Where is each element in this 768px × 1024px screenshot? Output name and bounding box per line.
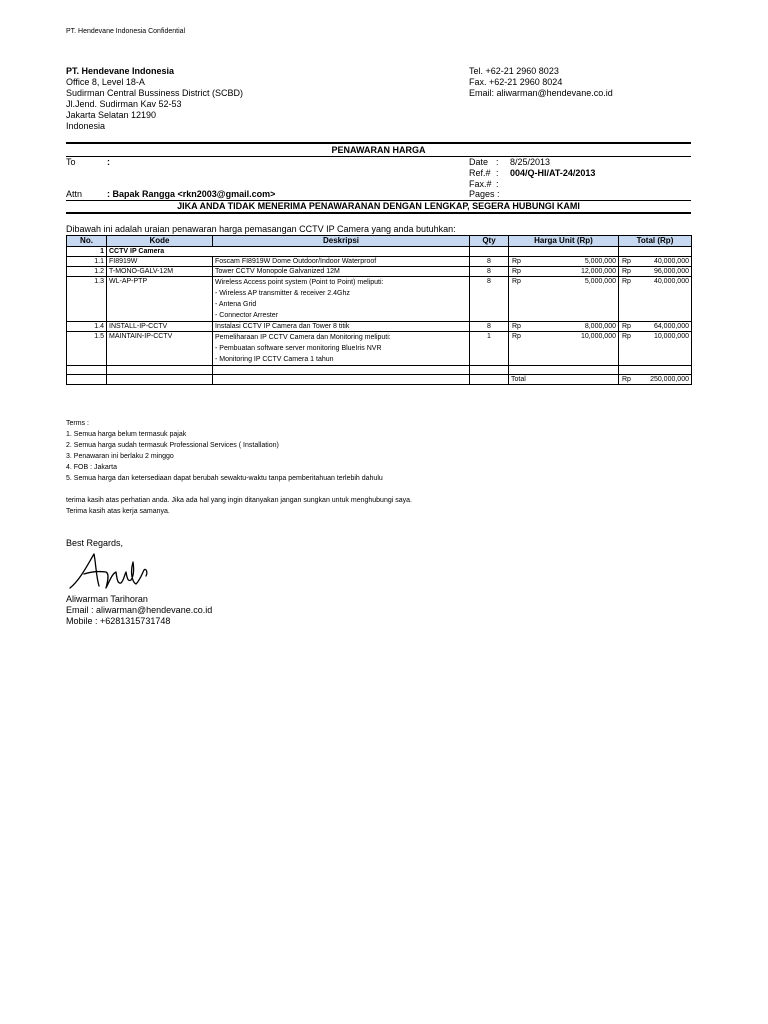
currency-label: Rp [512,268,521,275]
date-label: Date [469,157,489,167]
date-colon: : [496,157,499,167]
col-header-deskripsi: Deskripsi [213,236,470,247]
currency-label: Rp [622,333,631,340]
doc-title: PENAWARAN HARGA [331,145,426,155]
term-item: 5. Semua harga dan ketersediaan dapat berubah sewaktu-waktu tanpa pemberitahuan terlebih dahulu [66,475,383,482]
company-name: PT. Hendevane Indonesia [66,66,175,76]
company-tel: Tel. +62-21 2960 8023 [469,66,559,76]
total-value: 10,000,000 [653,333,689,340]
empty-cell [107,366,213,375]
currency-label: Rp [622,376,631,383]
empty-cell [470,366,509,375]
intro-text: Dibawah ini adalah uraian penawaran harga pemasangan CCTV IP Camera yang anda butuhkan: [66,224,456,234]
row-no: 1.2 [67,267,107,277]
signature-image [66,550,156,592]
row-desc: Foscam FI8919W Dome Outdoor/Indoor Waterproof [213,257,470,267]
row-total [619,277,692,322]
currency-label: Rp [622,278,631,285]
quote-table [66,235,692,385]
row-desc [213,277,470,322]
notice-rule-bottom [66,212,691,214]
currency-label: Rp [622,268,631,275]
term-item: 1. Semua harga belum termasuk pajak [66,431,187,438]
row-unit-price [509,257,619,267]
ref-value: 004/Q-HI/AT-24/2013 [510,168,596,178]
empty-cell [107,375,213,385]
row-total [619,267,692,277]
row-no: 1.4 [67,322,107,332]
row-kode: T-MONO-GALV-12M [107,267,213,277]
table-row [67,267,692,277]
row-qty: 8 [470,322,509,332]
row-desc: Tower CCTV Monopole Galvanized 12M [213,267,470,277]
best-regards: Best Regards, [66,538,124,548]
table-row [67,277,692,322]
empty-cell [67,366,107,375]
row-total [619,322,692,332]
row-no: 1.3 [67,277,107,322]
row-kode: MAINTAIN-IP-CCTV [107,332,213,366]
total-label: Total [509,375,619,385]
address-line-4: Jakarta Selatan 12190 [66,110,157,120]
empty-cell [619,247,692,257]
row-qty: 8 [470,277,509,322]
signer-email: Email : aliwarman@hendevane.co.id [66,605,213,615]
attn-label: Attn [66,189,83,199]
signer-name: Aliwarman Tarihoran [66,594,148,604]
desc-line: - Monitoring IP CCTV Camera 1 tahun [215,356,334,363]
col-header-total: Total (Rp) [619,236,692,247]
closing-line-1: terima kasih atas perhatian anda. Jika ada hal yang ingin ditanyakan jangan sungkan untuk menghubungi saya. [66,497,412,504]
ref-label: Ref.# [469,168,491,178]
currency-label: Rp [512,323,521,330]
row-qty: 1 [470,332,509,366]
row-kode: INSTALL-IP-CCTV [107,322,213,332]
row-unit-price [509,322,619,332]
fax-colon: : [496,179,499,189]
row-unit-price [509,277,619,322]
total-value: 96,000,000 [653,268,689,275]
desc-line: - Antena Grid [215,301,257,308]
empty-cell [470,375,509,385]
table-row [67,332,692,366]
to-label: To [66,157,76,167]
title-rule-top [66,142,691,144]
term-item: 3. Penawaran ini berlaku 2 minggo [66,453,174,460]
total-row [67,375,692,385]
address-line-3: Jl.Jend. Sudirman Kav 52-53 [66,99,182,109]
unit-price-value: 5,000,000 [584,258,616,265]
category-row [67,247,692,257]
empty-cell [619,366,692,375]
table-row [67,257,692,267]
col-header-no: No. [67,236,107,247]
empty-cell [67,375,107,385]
row-no: 1.5 [67,332,107,366]
unit-price-value: 8,000,000 [584,323,616,330]
empty-cell [470,247,509,257]
title-rule-bottom [66,156,691,157]
empty-cell [509,247,619,257]
grand-total [619,375,692,385]
address-line-1: Office 8, Level 18-A [66,77,145,87]
row-desc [213,332,470,366]
address-line-2: Sudirman Central Bussiness District (SCBD) [66,88,244,98]
ref-colon: : [496,168,499,178]
desc-line: - Pembuatan software server monitoring BlueIris NVR [215,345,382,352]
unit-price-value: 10,000,000 [580,333,616,340]
row-no: 1.1 [67,257,107,267]
category-name: CCTV IP Camera [107,247,470,257]
table-header-row [67,236,692,247]
address-line-5: Indonesia [66,121,106,131]
total-value: 40,000,000 [653,258,689,265]
terms-title: Terms : [66,420,89,427]
unit-price-value: 5,000,000 [584,278,616,285]
row-total [619,332,692,366]
table-row [67,322,692,332]
desc-line: Wireless Access point system (Point to Point) meliputi: [215,279,384,286]
signer-mobile: Mobile : +6281315731748 [66,616,171,626]
to-value: : [107,157,110,167]
total-value: 40,000,000 [653,278,689,285]
row-desc: Instalasi CCTV IP Camera dan Tower 8 titik [213,322,470,332]
currency-label: Rp [512,258,521,265]
currency-label: Rp [512,278,521,285]
col-header-harga-unit: Harga Unit (Rp) [509,236,619,247]
company-fax: Fax. +62-21 2960 8024 [469,77,563,87]
pages-label: Pages : [469,189,500,199]
total-value: 64,000,000 [653,323,689,330]
closing-line-2: Terima kasih atas kerja samanya. [66,508,170,515]
desc-line: Pemeliharaan IP CCTV Camera dan Monitoring meliputi: [215,334,391,341]
spacer-row [67,366,692,375]
company-email: Email: aliwarman@hendevane.co.id [469,88,613,98]
row-unit-price [509,332,619,366]
row-unit-price [509,267,619,277]
row-qty: 8 [470,267,509,277]
currency-label: Rp [622,258,631,265]
term-item: 4. FOB : Jakarta [66,464,117,471]
fax-label: Fax.# [469,179,492,189]
empty-cell [213,366,470,375]
row-kode: WL-AP-PTP [107,277,213,322]
row-total [619,257,692,267]
notice-text: JIKA ANDA TIDAK MENERIMA PENAWARANAN DENGAN LENGKAP, SEGERA HUBUNGI KAMI [177,201,580,211]
col-header-kode: Kode [107,236,213,247]
term-item: 2. Semua harga sudah termasuk Professional Services ( Installation) [66,442,279,449]
col-header-qty: Qty [470,236,509,247]
empty-cell [509,366,619,375]
confidential-note: PT. Hendevane Indonesia Confidential [66,28,186,35]
row-kode: FI8919W [107,257,213,267]
date-value: 8/25/2013 [510,157,551,167]
currency-label: Rp [512,333,521,340]
attn-value: : Bapak Rangga <rkn2003@gmail.com> [107,189,276,199]
unit-price-value: 12,000,000 [580,268,616,275]
desc-line: - Wireless AP transmitter & receiver 2.4Ghz [215,290,350,297]
grand-total-value: 250,000,000 [650,376,689,383]
category-no: 1 [67,247,107,257]
currency-label: Rp [622,323,631,330]
desc-line: - Connector Arrester [215,312,279,319]
empty-cell [213,375,470,385]
row-qty: 8 [470,257,509,267]
